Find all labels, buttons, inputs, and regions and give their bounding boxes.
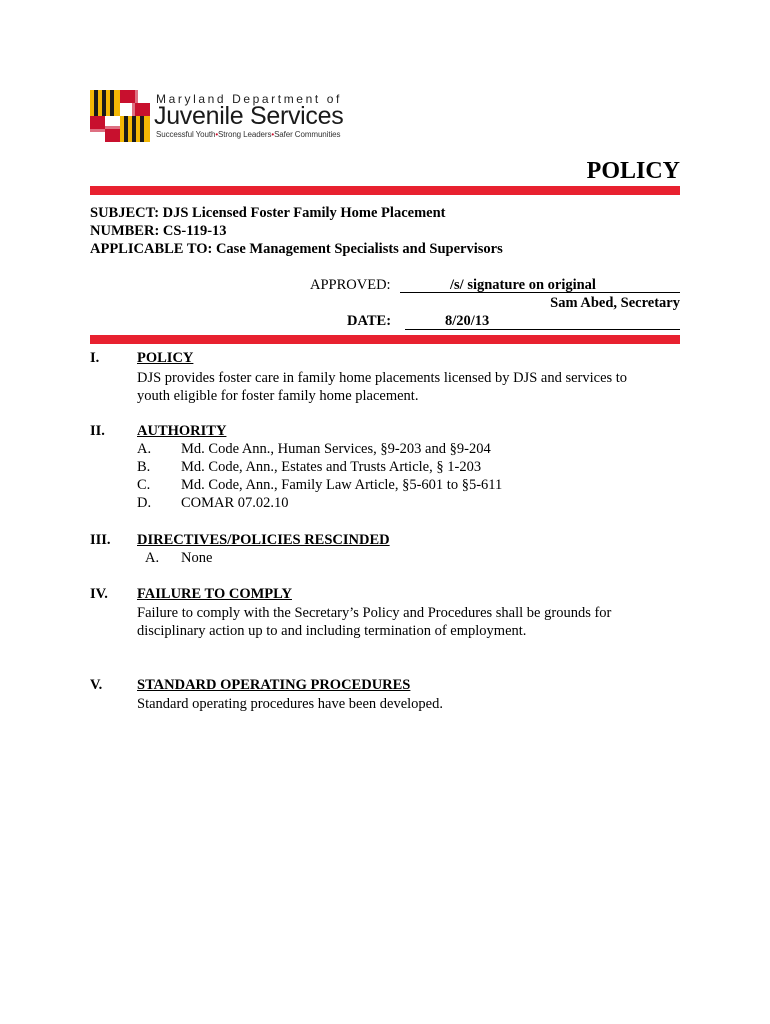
section-numeral: IV. [90,586,108,602]
list-letter: C. [137,477,151,493]
subject-line: SUBJECT: DJS Licensed Foster Family Home Placement [90,205,446,221]
approved-signature: /s/ signature on original [450,277,596,293]
list-letter: A. [137,441,152,457]
tagline-part-3: Safer Communities [274,130,341,139]
body-line: disciplinary action up to and including termination of employment. [137,623,527,639]
tagline-part-2: Strong Leaders [218,130,272,139]
list-letter: D. [137,495,152,511]
maryland-flag-icon [90,90,150,142]
tagline-part-1: Successful Youth [156,130,216,139]
djs-logo [90,90,360,142]
header-divider [90,186,680,195]
list-item: Md. Code Ann., Human Services, §9-203 and §9-204 [181,441,491,457]
approved-label: APPROVED: [310,277,391,293]
list-item: COMAR 07.02.10 [181,495,289,511]
approval-divider [90,335,680,344]
list-item: Md. Code, Ann., Family Law Article, §5-601 to §5-611 [181,477,503,493]
section-title-failure: FAILURE TO COMPLY [137,586,292,602]
logo-line-1: Maryland Department of [156,92,342,106]
number-line: NUMBER: CS-119-13 [90,223,227,239]
section-title-rescinded: DIRECTIVES/POLICIES RESCINDED [137,532,390,548]
list-item: None [181,550,213,566]
policy-heading: POLICY [586,158,680,184]
section-numeral: I. [90,350,100,366]
section-numeral: V. [90,677,103,693]
list-letter: B. [137,459,151,475]
body-line: Standard operating procedures have been developed. [137,696,443,712]
signer-name: Sam Abed, Secretary [550,295,680,311]
section-body-policy [137,369,677,405]
body-line: youth eligible for foster family home placement. [137,388,419,404]
date-label: DATE: [347,313,392,329]
section-body-failure [137,604,677,640]
section-body-sop [137,695,677,713]
list-letter: A. [145,550,160,566]
applicable-line: APPLICABLE TO: Case Management Specialists and Supervisors [90,241,503,257]
section-title-authority: AUTHORITY [137,423,227,439]
tagline-separator-2: • [271,130,275,139]
date-value: 8/20/13 [445,313,490,329]
body-line: Failure to comply with the Secretary’s Policy and Procedures shall be grounds for [137,605,612,621]
section-numeral: III. [90,532,111,548]
logo-tagline [156,130,340,139]
logo-line-2: Juvenile Services [154,102,344,130]
section-title-policy: POLICY [137,350,194,366]
section-title-sop: STANDARD OPERATING PROCEDURES [137,677,411,693]
section-numeral: II. [90,423,105,439]
tagline-separator-1: • [215,130,219,139]
body-line: DJS provides foster care in family home placements licensed by DJS and services to [137,370,628,386]
list-item: Md. Code, Ann., Estates and Trusts Article, § 1-203 [181,459,482,475]
